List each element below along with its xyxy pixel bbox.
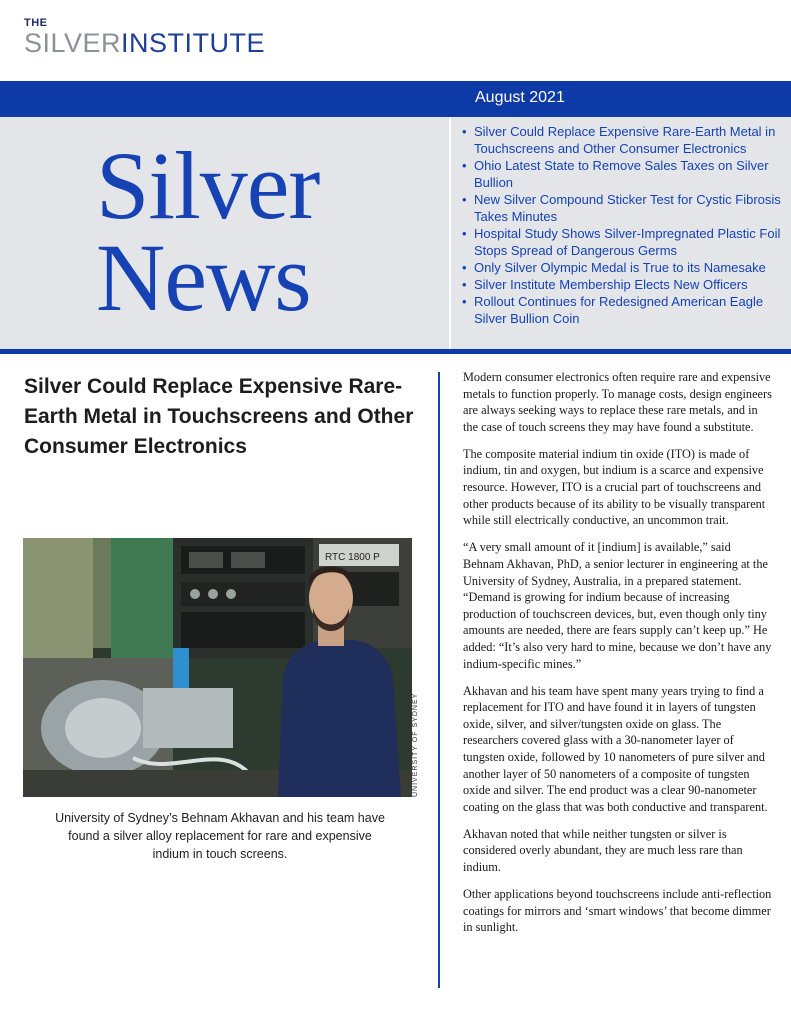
article-paragraph: Modern consumer electronics often require rare and expensive metals to function properly. To manage costs, design engineers are always seeking ways to replace these rare metals, and in the case of touch screens they may have found a substitute. <box>463 370 772 434</box>
newsletter-title <box>96 132 320 331</box>
toc-item[interactable]: • Ohio Latest State to Remove Sales Taxes on Silver Bullion <box>462 157 782 191</box>
header-bar <box>0 81 791 117</box>
article-body <box>463 369 773 946</box>
masthead-bottom-rule <box>0 349 791 354</box>
column-divider <box>438 372 440 988</box>
photo-credit: UNIVERSITY OF SYDNEY <box>412 692 419 797</box>
toc-item[interactable]: • New Silver Compound Sticker Test for Cystic Fibrosis Takes Minutes <box>462 191 782 225</box>
table-of-contents <box>462 123 782 327</box>
article-paragraph: Akhavan and his team have spent many years trying to find a replacement for ITO and have found it in layers of tungsten oxide, silver, and silver/tungsten oxide on glass. The researchers covered glass with a 30-nanometer layer of tungsten oxide, followed by 10 nanometers of pure silver and another layer of 50 nanometers of a composite of tungsten oxide and silver. The end product was a clear 90-nanometer coating on the glass that was both conductive and transparent. <box>463 683 768 814</box>
logo-wordmark <box>24 30 265 57</box>
instrument-label: RTC 1800 P <box>325 552 380 563</box>
title-line-silver: Silver <box>96 132 320 239</box>
toc-item[interactable]: • Rollout Continues for Redesigned American Eagle Silver Bullion Coin <box>462 293 782 327</box>
article-headline: Silver Could Replace Expensive Rare-Earth Metal in Touchscreens and Other Consumer Electronics <box>24 375 414 458</box>
logo-institute: INSTITUTE <box>121 28 266 58</box>
issue-date: August 2021 <box>475 89 565 106</box>
logo-the: THE <box>24 17 48 29</box>
article-paragraph: Akhavan noted that while neither tungsten or silver is considered overly abundant, they are much less rare than indium. <box>463 826 743 875</box>
article-paragraph: Other applications beyond touchscreens include anti-reflection coatings for mirrors and ‘smart windows’ that become dimmer in sunlight. <box>463 887 772 935</box>
toc-item[interactable]: • Silver Could Replace Expensive Rare-Earth Metal in Touchscreens and Other Consumer Electronics <box>462 123 782 157</box>
photo-caption: University of Sydney’s Behnam Akhavan and his team have found a silver alloy replacement for rare and expensive indium in touch screens. <box>55 811 385 861</box>
logo-silver: SILVER <box>24 28 122 58</box>
silver-institute-logo[interactable] <box>24 18 265 57</box>
toc-item[interactable]: • Only Silver Olympic Medal is True to its Namesake <box>462 259 782 276</box>
article-paragraph: “A very small amount of it [indium] is available,” said Behnam Akhavan, PhD, a senior lecturer in engineering at the University of Sydney, Australia, in a prepared statement. “Demand is growing for indium because of increasing production of touchscreen devices, but, even though only tiny amounts are needed, there are fears supply can’t keep up.” He added: “It’s also very hard to mine, because we don’t have any indium-specific mines.” <box>463 540 772 671</box>
article-paragraph: The composite material indium tin oxide (ITO) is made of indium, tin and oxygen, but indium is a scarce and expensive resource. However, ITO is a crucial part of touchscreens and other products because of its ability to be visually transparent while still electrically conductive, an uncommon trait. <box>463 446 766 528</box>
title-line-news: News <box>96 224 311 331</box>
toc-item[interactable]: • Silver Institute Membership Elects New Officers <box>462 276 782 293</box>
toc-item[interactable]: • Hospital Study Shows Silver-Impregnated Plastic Foil Stops Spread of Dangerous Germs <box>462 225 782 259</box>
article-photo <box>23 538 412 797</box>
band-divider <box>449 117 451 349</box>
